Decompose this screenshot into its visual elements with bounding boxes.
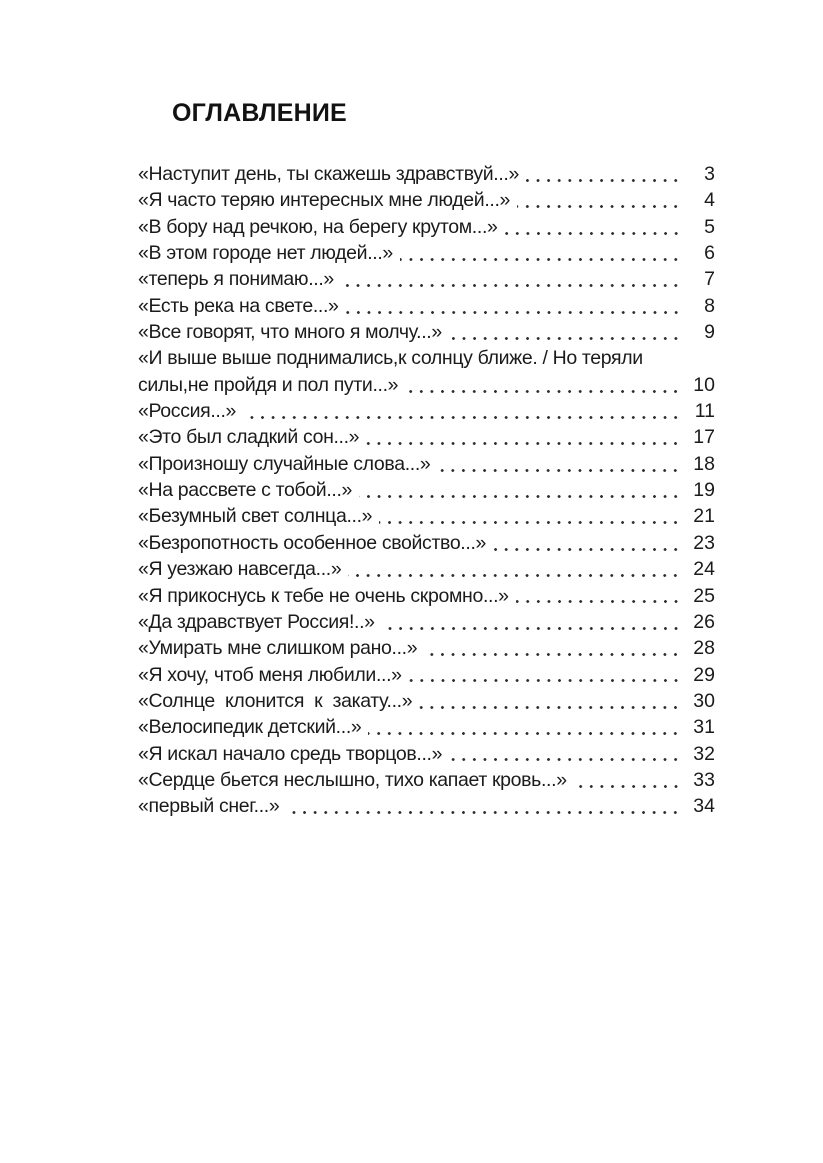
toc-entry-page: 31 xyxy=(693,716,715,739)
toc-entry xyxy=(138,503,715,529)
toc-entry xyxy=(138,609,715,635)
toc-entry-title: «первый снег...» xyxy=(138,795,280,818)
dot-leader xyxy=(493,530,682,556)
toc-entry-title: «Все говорят, что много я молчу...» xyxy=(138,321,442,344)
toc-entry-page: 18 xyxy=(693,452,715,475)
toc-entry-title: «Безумный свет солнца...» xyxy=(138,505,373,528)
toc-entry-title: «Произношу случайные слова...» xyxy=(138,452,431,475)
toc-entry-title: «Я хочу, чтоб меня любили...» xyxy=(138,663,402,686)
dot-leader xyxy=(437,451,682,477)
toc-list xyxy=(138,161,715,820)
toc-entry-page: 33 xyxy=(693,768,715,791)
toc-entry-page: 26 xyxy=(693,610,715,633)
toc-entry-title: «Это был сладкий сон...» xyxy=(138,426,360,449)
toc-entry-page: 11 xyxy=(694,400,715,423)
dot-leader xyxy=(409,662,682,688)
toc-entry-page: 17 xyxy=(693,426,715,449)
toc-entry-page: 3 xyxy=(704,163,715,185)
toc-entry-page: 21 xyxy=(693,505,715,528)
toc-entry-page: 30 xyxy=(693,689,715,712)
toc-entry-page: 25 xyxy=(693,584,715,607)
toc-entry-page: 9 xyxy=(704,321,715,344)
dot-leader xyxy=(286,793,682,819)
toc-entry-page: 23 xyxy=(693,531,715,554)
toc-entry-page: 8 xyxy=(704,294,715,317)
toc-entry xyxy=(138,741,715,767)
dot-leader xyxy=(516,583,682,609)
toc-entry-page: 10 xyxy=(693,373,715,396)
toc-entry xyxy=(138,424,715,450)
toc-entry-title: «Наступит день, ты скажешь здравствуй...» xyxy=(138,163,519,185)
dot-leader xyxy=(517,187,682,213)
toc-entry-page: 24 xyxy=(693,558,715,581)
toc-entry-title: «Умирать мне слишком рано...» xyxy=(138,637,418,660)
toc-entry xyxy=(138,187,715,213)
dot-leader xyxy=(505,214,682,240)
toc-entry-page: 28 xyxy=(693,637,715,660)
dot-leader xyxy=(424,635,682,661)
toc-entry-title: «В этом городе нет людей...» xyxy=(138,242,393,265)
toc-entry-page: 34 xyxy=(693,795,715,818)
dot-leader xyxy=(366,424,682,450)
dot-leader xyxy=(341,266,682,292)
toc-entry xyxy=(138,688,715,714)
toc-entry-title: «Безропотность особенное свойство...» xyxy=(138,531,487,554)
dot-leader xyxy=(449,741,682,767)
toc-entry xyxy=(138,451,715,477)
toc-entry xyxy=(138,793,715,819)
toc-entry xyxy=(138,319,715,345)
toc-entry xyxy=(138,214,715,240)
toc-entry xyxy=(138,293,715,319)
toc-entry-title: «Я прикоснусь к тебе не очень скромно...» xyxy=(138,584,509,607)
toc-entry xyxy=(138,345,715,371)
dot-leader xyxy=(405,372,682,398)
dot-leader xyxy=(526,161,682,187)
toc-entry xyxy=(138,530,715,556)
dot-leader xyxy=(243,398,682,424)
toc-entry-title: «В бору над речкою, на берегу крутом...» xyxy=(138,215,498,238)
toc-entry-title: силы,не пройдя и пол пути...» xyxy=(138,373,399,396)
toc-entry-title: «Есть река на свете...» xyxy=(138,294,339,317)
toc-entry-page: 32 xyxy=(693,742,715,765)
toc-entry-title: «Я уезжаю навсегда...» xyxy=(138,558,342,581)
toc-entry xyxy=(138,266,715,292)
toc-entry xyxy=(138,240,715,266)
toc-entry xyxy=(138,398,715,424)
toc-entry xyxy=(138,556,715,582)
toc-entry xyxy=(138,477,715,503)
toc-entry-title: «Я искал начало средь творцов...» xyxy=(138,742,443,765)
toc-entry-title: «теперь я понимаю...» xyxy=(138,268,334,291)
dot-leader xyxy=(400,240,682,266)
toc-entry-title: «Сердце бьется неслышно, тихо капает кровь...» xyxy=(138,768,567,791)
toc-entry-title: «И выше выше поднимались,к солнцу ближе. / Но теряли xyxy=(138,347,643,370)
dot-leader xyxy=(379,503,682,529)
toc-entry-page: 19 xyxy=(693,479,715,502)
toc-entry xyxy=(138,662,715,688)
dot-leader xyxy=(382,609,682,635)
toc-entry-page: 5 xyxy=(704,215,715,238)
toc-entry-title: «На рассвете с тобой...» xyxy=(138,479,353,502)
toc-entry-page: 29 xyxy=(693,663,715,686)
toc-entry-page: 4 xyxy=(704,189,715,212)
toc-entry-title: «Россия...» xyxy=(138,400,237,423)
toc-entry xyxy=(138,714,715,740)
toc-entry-title: «Я часто теряю интересных мне людей...» xyxy=(138,189,511,212)
dot-leader xyxy=(348,556,682,582)
dot-leader xyxy=(419,688,682,714)
toc-entry-title: «Солнце клонится к закату...» xyxy=(138,689,413,712)
dot-leader xyxy=(449,319,682,345)
toc-entry-title: «Да здравствует Россия!..» xyxy=(138,610,375,633)
dot-leader xyxy=(346,293,682,319)
toc-entry-page: 6 xyxy=(704,242,715,265)
toc-entry-page: 7 xyxy=(704,268,715,291)
dot-leader xyxy=(368,714,682,740)
toc-entry xyxy=(138,161,715,187)
toc-entry xyxy=(138,583,715,609)
dot-leader xyxy=(574,767,682,793)
toc-entry-title: «Велосипедик детский...» xyxy=(138,716,362,739)
toc-entry xyxy=(138,372,715,398)
dot-leader xyxy=(359,477,682,503)
toc-entry xyxy=(138,635,715,661)
page-title: ОГЛАВЛЕНИЕ xyxy=(172,99,347,127)
toc-entry xyxy=(138,767,715,793)
